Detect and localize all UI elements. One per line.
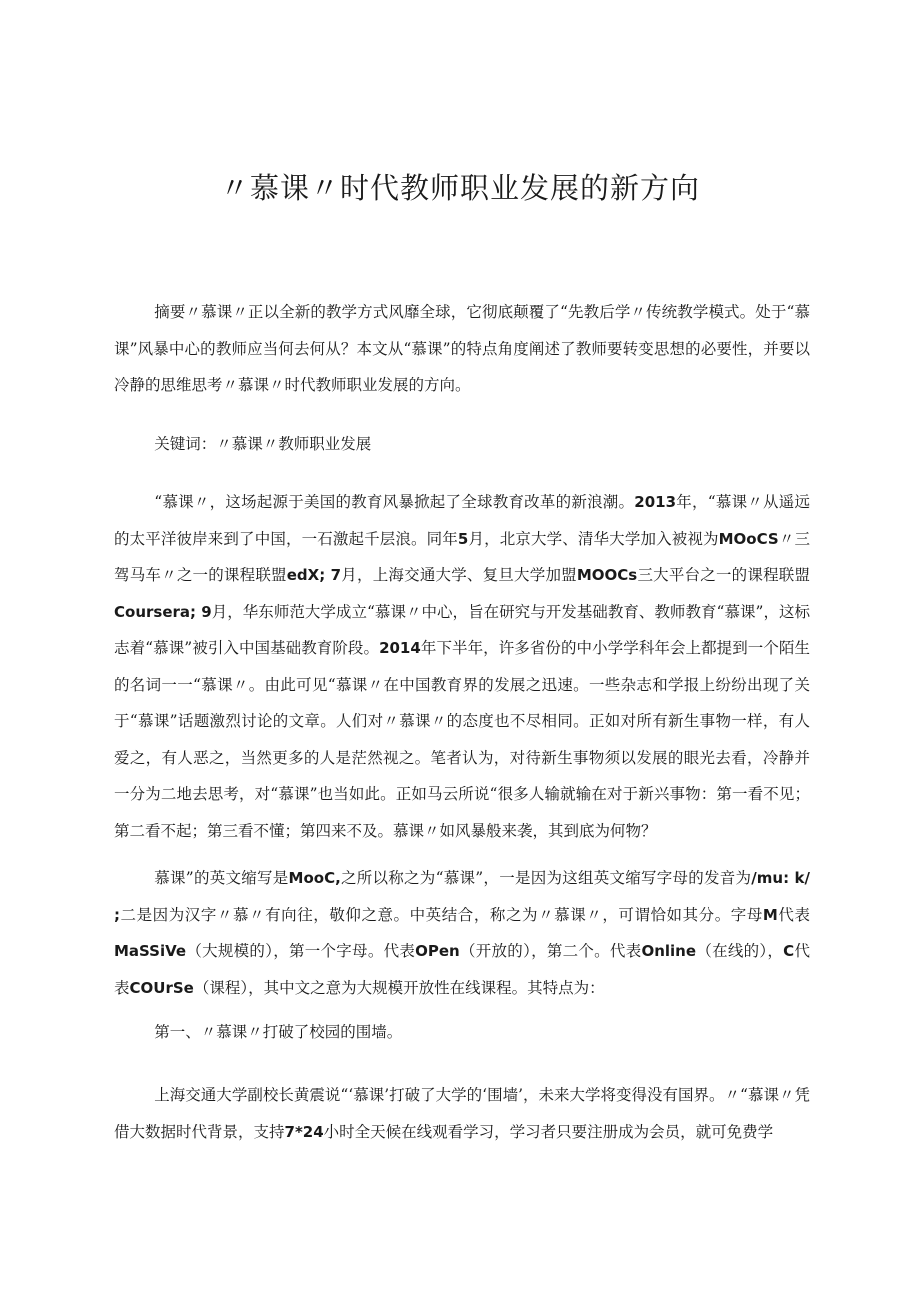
text-run: 月，北京大学、清华大学加入被视为 bbox=[468, 529, 719, 548]
abstract-paragraph: 摘要〃慕课〃正以全新的教学方式风靡全球，它彻底颠覆了“先教后学〃传统教学模式。处于“慕课”风暴中心的教师应当何去何从？本文从“慕课”的特点角度阐述了教师要转变思想的必要性，并要以冷静的思维思考〃慕课〃时代教师职业发展的方向。 bbox=[114, 303, 810, 394]
term-7x24: 7*24 bbox=[284, 1122, 324, 1141]
text-run: 月，上海交通大学、复旦大学加盟 bbox=[341, 566, 577, 584]
letter-m: M bbox=[762, 905, 778, 924]
text-run: （开放的），第二个。代表 bbox=[459, 942, 642, 960]
text-run: 〃三驾马车〃之一的课程联盟 bbox=[114, 529, 810, 584]
text-run: （课程），其中文之意为大规模开放性在线课程。其特点为： bbox=[193, 978, 605, 997]
text-run: （大规模的），第一个字母。代表 bbox=[186, 942, 416, 960]
month-5: 5 bbox=[457, 529, 469, 548]
term-mooc: MooC, bbox=[288, 869, 341, 887]
text-run: 二是因为汉字〃慕〃有向往，敬仰之意。中英结合，称之为〃慕课〃，可谓恰如其分。字母 bbox=[120, 905, 763, 924]
text-run: 年下半年，许多省份的中小学学科年会上都提到一个陌生的名词一一“慕课〃。由此可见“慕课〃在中国教育界的发展之迅速。一些杂志和学报上纷纷出现了关于“慕课”话题激烈讨论的文章。人们对〃慕课〃的态度也不尽相同。正如对所有新生事物一样，有人爱之，有人恶之，当然更多的人是茫然视之。笔者认为，对待新生事物须以发展的眼光去看，冷静并一分为二地去思考，对“慕课”也当如此。正如马云所说“很多人输就输在对于新兴事物：第一看不见；第二看不起；第三看不懂；第四来不及。慕课〃如风暴般来袭，其到底为何物？ bbox=[114, 639, 810, 840]
keywords-line: 关键词：〃慕课〃教师职业发展 bbox=[154, 435, 372, 453]
term-moocs-2: MOOCs bbox=[576, 566, 638, 584]
term-course: COUrSe bbox=[129, 978, 194, 997]
letter-c: C bbox=[783, 942, 795, 960]
text-run: “慕课〃，这场起源于美国的教育风暴掀起了全球教育改革的新浪潮。 bbox=[154, 493, 635, 511]
text-run: 上海交通大学副校长黄震说“‘慕课’打破了大学的‘围墙’，未来大学将变得没有国界。〃“慕课〃凭借大数据时代背景，支持 bbox=[114, 1086, 810, 1141]
term-open: OPen bbox=[415, 942, 460, 960]
text-run: 慕课”的英文缩写是 bbox=[154, 869, 289, 887]
term-coursera: Coursera; 9 bbox=[114, 602, 212, 621]
text-run: 三大平台之一的课程联盟 bbox=[637, 566, 810, 584]
year-2014: 2014 bbox=[379, 639, 421, 657]
text-run: 代表 bbox=[114, 942, 810, 997]
body-paragraph-3: 第一、〃慕课〃打破了校园的围墙。 bbox=[154, 1023, 403, 1041]
document-title: 〃慕课〃时代教师职业发展的新方向 bbox=[219, 171, 700, 205]
term-moocs-1: MOoCS bbox=[718, 529, 779, 548]
text-run: （在线的）， bbox=[696, 942, 784, 960]
text-run: 之所以称之为“慕课”，一是因为这组英文缩写字母的发音为 bbox=[340, 869, 752, 887]
term-massive: MaSSiVe bbox=[114, 942, 187, 960]
text-run: 小时全天候在线观看学习，学习者只要注册成为会员，就可免费学 bbox=[323, 1122, 774, 1141]
year-2013: 2013 bbox=[634, 493, 677, 511]
body-paragraph-4 bbox=[114, 1077, 810, 1150]
text-run: 代表 bbox=[777, 905, 810, 924]
term-online: Online bbox=[641, 942, 697, 960]
body-paragraph-1 bbox=[114, 484, 810, 849]
text-run: 月，华东师范大学成立“慕课〃中心，旨在研究与开发基础教育、教师教育“慕课”，这标志着“慕课”被引入中国基础教育阶段。 bbox=[114, 602, 810, 657]
term-phonetic: /mu: k/ ; bbox=[114, 869, 810, 924]
term-edx: edX; 7 bbox=[286, 566, 342, 584]
body-paragraph-2 bbox=[114, 860, 810, 1006]
text-run: 年，“慕课〃从遥远的太平洋彼岸来到了中国，一石激起千层浪。同年 bbox=[114, 493, 810, 548]
